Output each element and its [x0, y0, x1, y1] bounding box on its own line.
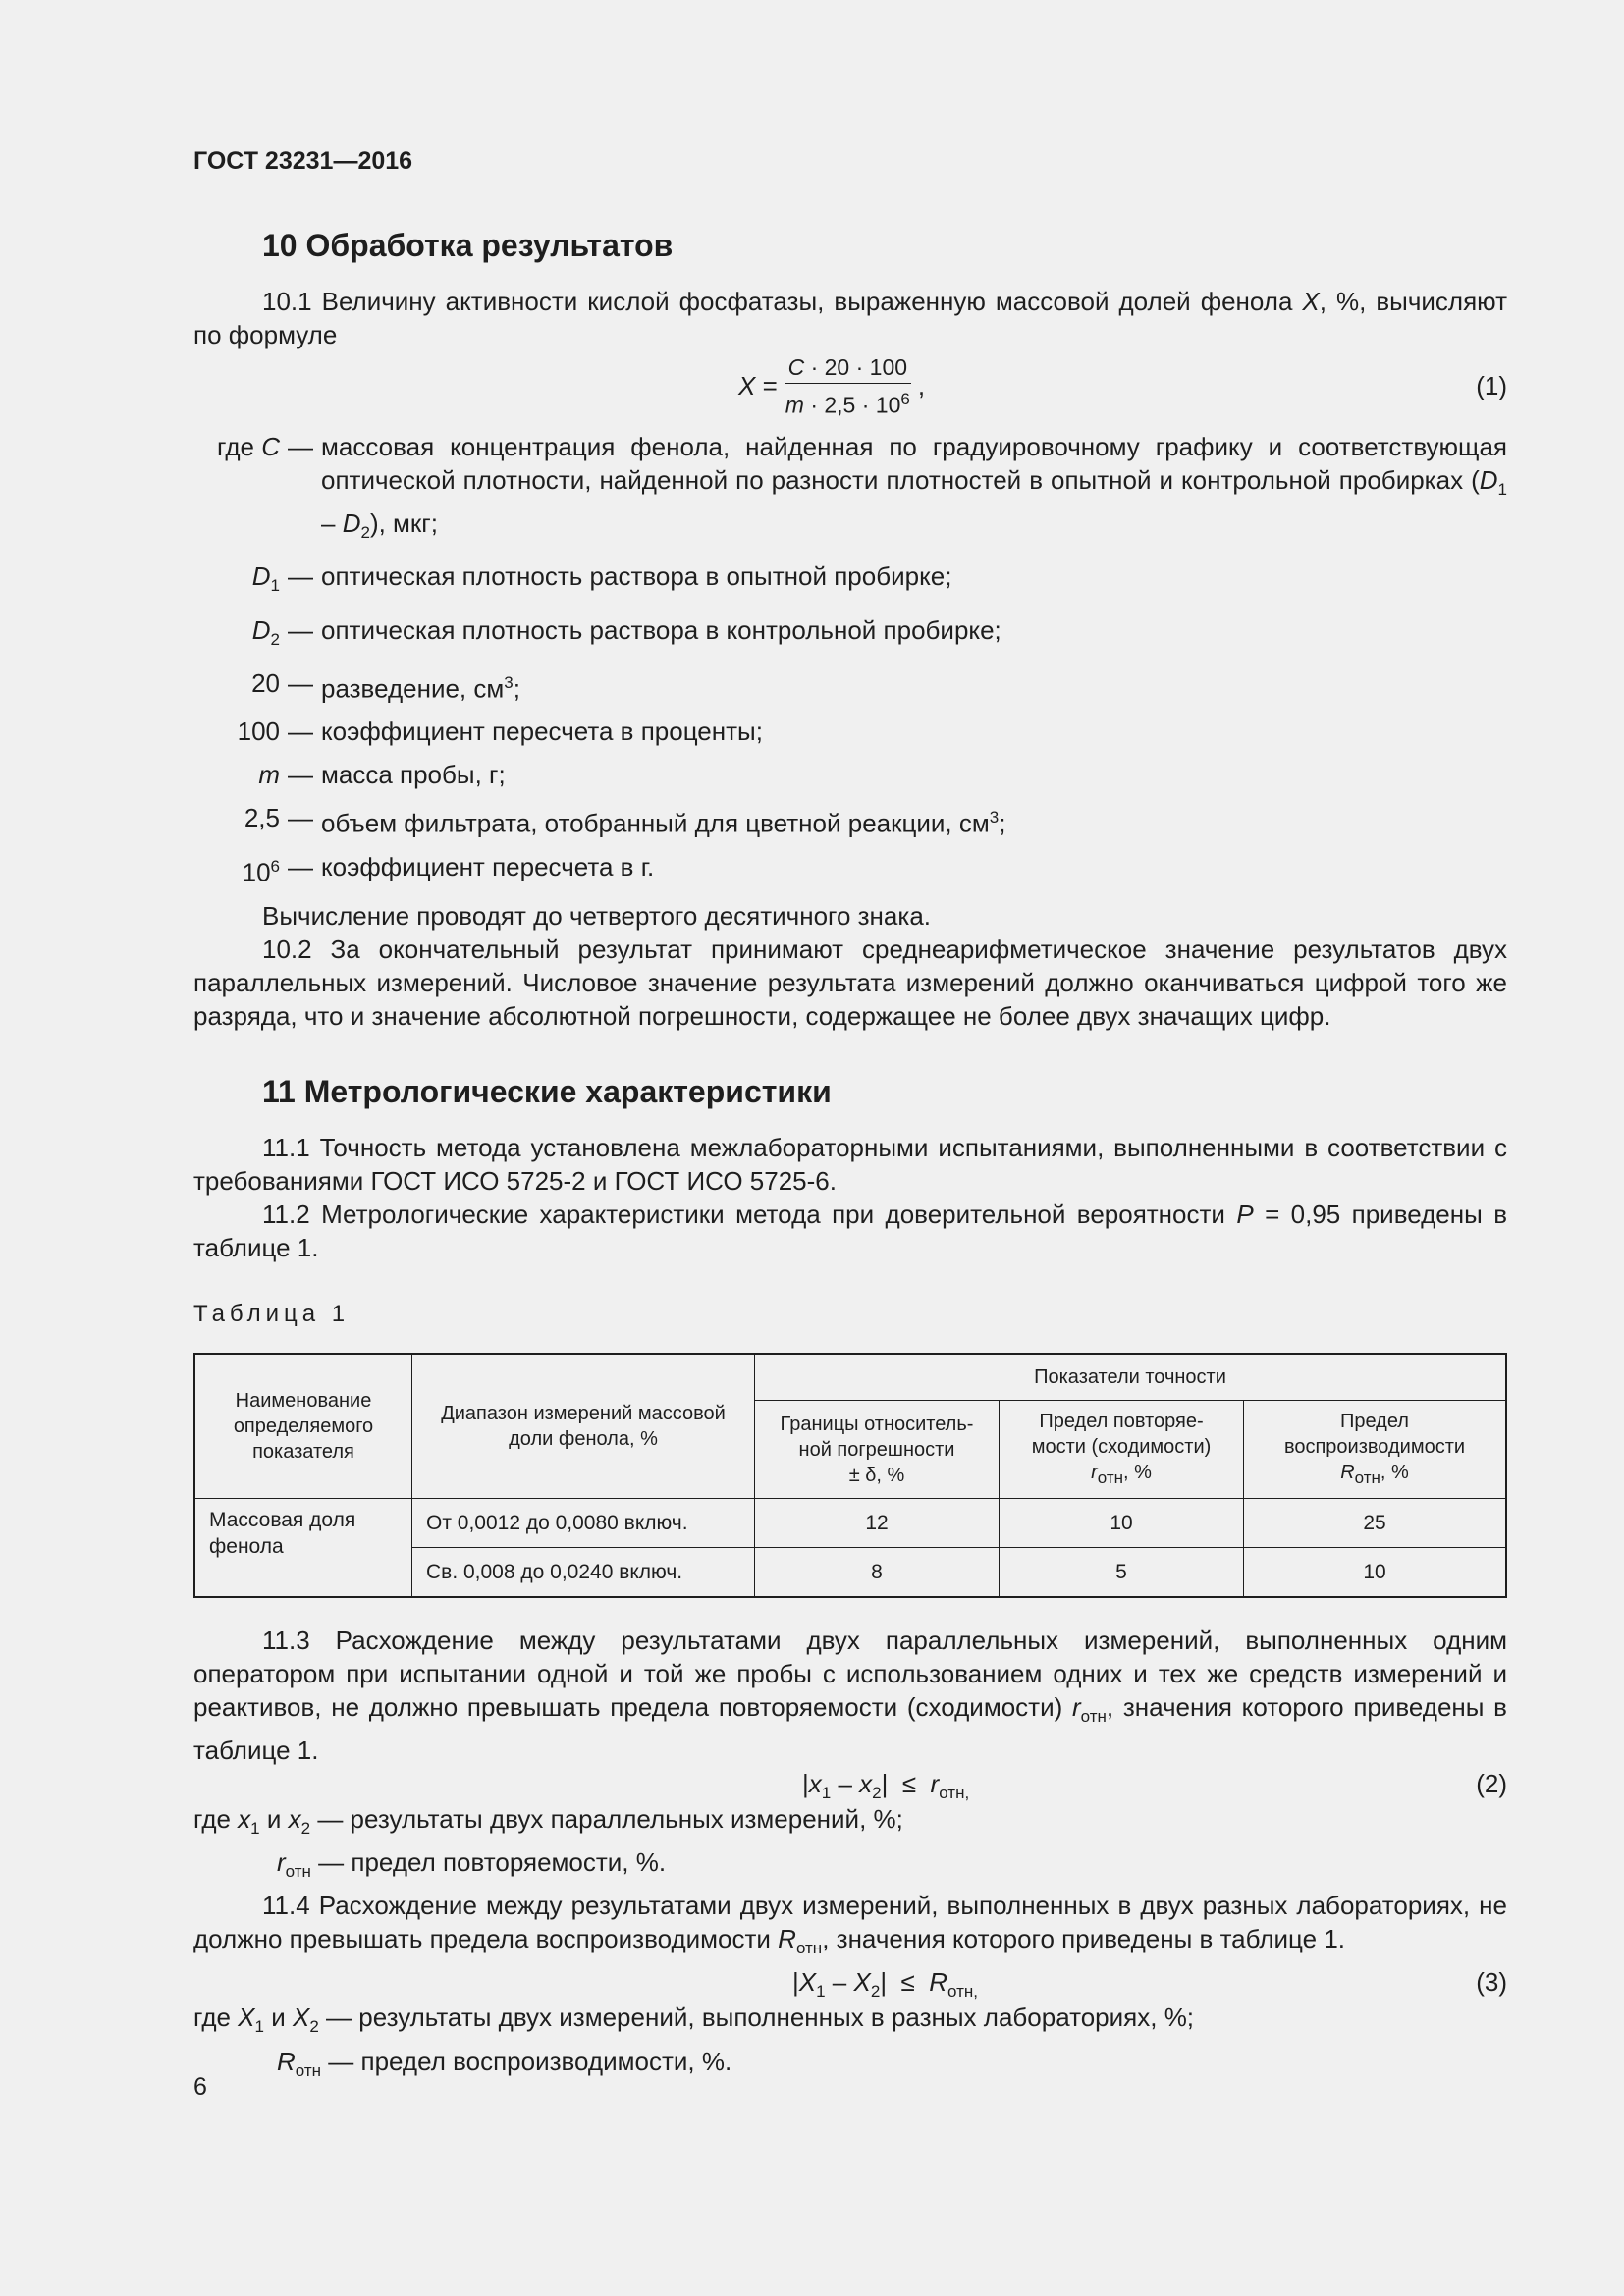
calc-note: Вычисление проводят до четвертого десятичного знака.	[262, 900, 932, 931]
metrology-table	[193, 1353, 1507, 1598]
header-name: Наименование определяемого показателя	[194, 1354, 412, 1499]
definition-item: 100 — коэффициент пересчета в проценты;	[237, 717, 763, 747]
paragraph-11-2: 11.2 Метрологические характеристики метода при доверительной вероятности P = 0,95 приведены в таблице 1.	[193, 1199, 1508, 1262]
paragraph-11-1: 11.1 Точность метода установлена межлабораторными испытаниями, выполненными в соответствии с требованиями ГОСТ ИСО 5725-2 и ГОСТ ИСО 5725-6.	[193, 1132, 1507, 1196]
cell-delta: 12	[755, 1499, 1000, 1548]
formula-3	[193, 1965, 1507, 2001]
formula-1-lhs: X =	[738, 371, 778, 400]
header-accuracy-group: Показатели точности	[755, 1354, 1507, 1401]
formula-2-expression: $|x_1 - x_2| \le r_{отн,}$	[802, 1768, 970, 1803]
paragraph-11-4: 11.4 Расхождение между результатами двух измерений, выполненных в двух разных лабораториях, не должно превышать предела воспроизводимости $R_{отн}$, значения которого приведены в таблице 1.	[193, 1891, 1507, 1958]
cell-R: 10	[1244, 1548, 1507, 1597]
header-delta: Границы относитель- ной погрешности ± δ, %	[755, 1401, 1000, 1499]
symbol-definitions	[193, 430, 1507, 889]
formula-1-number: (1)	[1476, 371, 1507, 400]
table-row	[194, 1499, 1506, 1548]
document-content	[193, 216, 1507, 2088]
definition-item: $D_1$ — оптическая плотность раствора в опытной пробирке;	[251, 561, 952, 596]
formula-1-numerator: C · 20 · 100	[785, 353, 911, 384]
definition-item: m — масса пробы, г;	[258, 760, 506, 790]
section-11-title: 11 Метрологические характеристики	[262, 1073, 832, 1109]
table-caption: Таблица 1	[193, 1300, 351, 1327]
section-10-title: 10 Обработка результатов	[262, 228, 674, 263]
definition-item: где C — массовая концентрация фенола, найденная по градуировочному графику и соответствующая оптической плотности, найденной по разности плотностей в опытной и контрольной пробирках $(D_1 - D_2)$, мкг;	[217, 432, 1507, 543]
where-3b: $R_{отн}$ — предел воспроизводимости, %.	[277, 2046, 732, 2080]
header-reproducibility: Предел воспроизводимости $R_{отн}$, %	[1244, 1401, 1507, 1499]
cell-delta: 8	[755, 1548, 1000, 1597]
definition-item: 20 — разведение, $см^3$;	[251, 667, 520, 704]
header-repeatability: Предел повторяе- мости (сходимости) $r_{отн}$, %	[1000, 1401, 1244, 1499]
formula-1-denominator: $m \cdot 2,5 \cdot 10^6$	[785, 389, 910, 418]
formula-1: X = $\frac{C \cdot 20 \cdot 100}{m \cdot 2,5 \cdot 10^6}$ , (1)	[738, 353, 1507, 418]
header-range: Диапазон измерений массовой доли фенола, %	[412, 1354, 755, 1499]
formula-2	[193, 1767, 1507, 1802]
definition-item: $10^6$ — коэффициент пересчета в г.	[242, 852, 655, 887]
document-header: ГОСТ 23231—2016	[193, 147, 413, 175]
formula-1-fraction	[782, 353, 914, 419]
cell-r: 10	[1000, 1499, 1244, 1548]
cell-range: Св. 0,008 до 0,0240 включ.	[412, 1548, 755, 1597]
where-3a: где $X_1$ и $X_2$ — результаты двух измерений, выполненных в разных лабораториях, %;	[193, 2002, 1195, 2037]
formula-3-number: (3)	[1476, 1967, 1507, 1998]
cell-R: 25	[1244, 1499, 1507, 1548]
paragraph-10-2: 10.2 За окончательный результат принимают среднеарифметическое значение результатов двух параллельных измерений. Числовое значение результата измерений должно оканчиваться цифрой того же разряда, что и значение абсолютной погрешности, содержащее не более двух значащих цифр.	[193, 934, 1507, 1031]
row-label: Массовая доля фенола	[194, 1499, 412, 1597]
where-2b: $r_{отн}$ — предел повторяемости, %.	[277, 1847, 667, 1882]
cell-range: От 0,0012 до 0,0080 включ.	[412, 1499, 755, 1548]
cell-r: 5	[1000, 1548, 1244, 1597]
definition-item: $D_2$ — оптическая плотность раствора в контрольной пробирке;	[251, 614, 1001, 649]
where-2a: где $x_1$ и $x_2$ — результаты двух параллельных измерений, %;	[193, 1803, 903, 1839]
formula-2-number: (2)	[1476, 1768, 1507, 1798]
paragraph-10-1: 10.1 Величину активности кислой фосфатазы, выраженную массовой долей фенола X, %, вычисляют по формуле	[193, 287, 1507, 349]
paragraph-11-3: 11.3 Расхождение между результатами двух параллельных измерений, выполненных одним оператором при испытании одной и той же пробы с использованием одних и тех же средств измерений и реактивов, не должно превышать предела повторяемости (сходимости) $r_{отн}$, значения которого приведены в таблице 1.	[193, 1625, 1507, 1765]
definition-item: 2,5 — объем фильтрата, отобранный для цветной реакции, $см^3$;	[244, 803, 1006, 839]
formula-3-expression: $|X_1 - X_2| \le R_{отн,}$	[792, 1967, 978, 2002]
page-number: 6	[193, 2073, 207, 2101]
